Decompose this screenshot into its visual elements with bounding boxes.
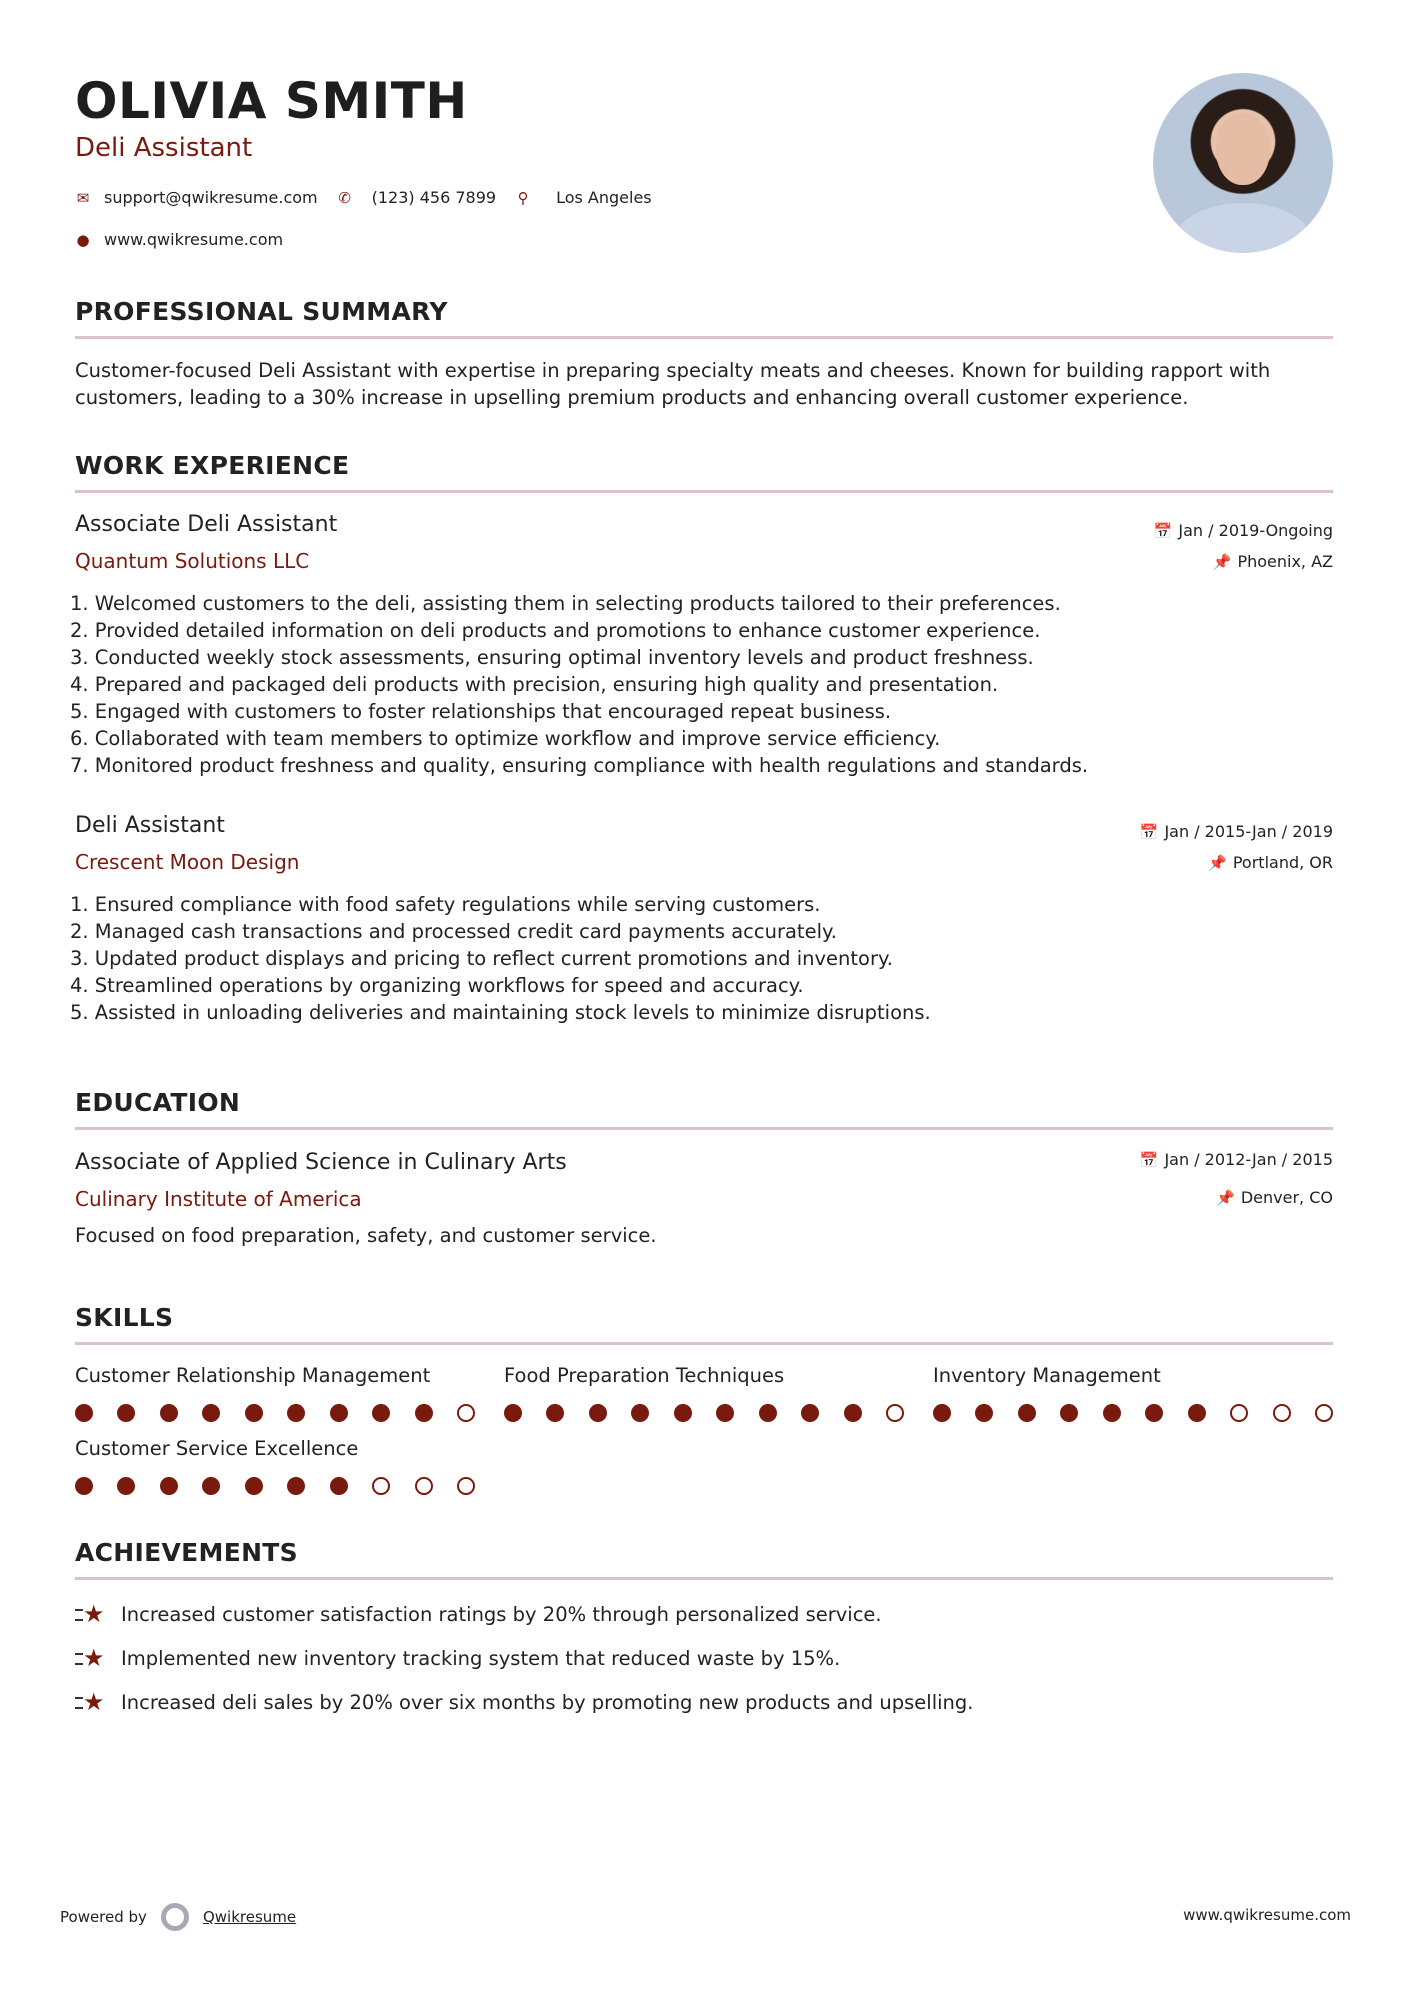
bullet: 7. Monitored product freshness and quality, ensuring compliance with health regulations and standards. xyxy=(70,754,1089,777)
job-2-bullets xyxy=(70,891,931,1026)
location: Los Angeles xyxy=(556,188,652,207)
skill-name: Customer Service Excellence xyxy=(75,1437,359,1460)
rating-dot-filled xyxy=(202,1477,220,1495)
envelope-icon: ✉ xyxy=(76,188,90,207)
rating-dot-filled xyxy=(160,1477,178,1495)
summary-heading: PROFESSIONAL SUMMARY xyxy=(75,297,448,326)
qwikresume-logo-icon xyxy=(161,1903,189,1931)
rating-dot-filled xyxy=(844,1404,862,1422)
rating-dot-filled xyxy=(287,1404,305,1422)
bullet: 1. Ensured compliance with food safety regulations while serving customers. xyxy=(70,893,821,916)
bullet: 5. Assisted in unloading deliveries and maintaining stock levels to minimize disruptions. xyxy=(70,1001,931,1024)
job-title: Deli Assistant xyxy=(75,133,253,163)
rating-dot-empty xyxy=(1315,1404,1333,1422)
achievement-text: Increased customer satisfaction ratings by 20% through personalized service. xyxy=(121,1602,882,1626)
divider xyxy=(75,1342,1333,1345)
rating-dot-empty xyxy=(1230,1404,1248,1422)
skill-rating xyxy=(504,1404,904,1422)
rating-dot-filled xyxy=(546,1404,564,1422)
school: Culinary Institute of America xyxy=(75,1187,362,1211)
rating-dot-filled xyxy=(1060,1404,1078,1422)
bullet: 1. Welcomed customers to the deli, assisting them in selecting products tailored to their preferences. xyxy=(70,592,1061,615)
summary-text: Customer-focused Deli Assistant with expertise in preparing specialty meats and cheeses. Known for building rapport with customers, leading to a 30% increase in upselling premium products and enhancing overall customer experience. xyxy=(75,359,1271,409)
calendar-icon: 📅 xyxy=(1153,522,1173,540)
contact-row xyxy=(72,188,652,207)
rating-dot-empty xyxy=(886,1404,904,1422)
qwikresume-link[interactable]: Qwikresume xyxy=(202,1908,297,1926)
achievements-heading: ACHIEVEMENTS xyxy=(75,1538,298,1567)
rating-dot-filled xyxy=(160,1404,178,1422)
globe-icon: ● xyxy=(76,230,90,249)
degree: Associate of Applied Science in Culinary Arts xyxy=(75,1150,567,1175)
education-location-row xyxy=(1216,1188,1333,1207)
bullet: 3. Conducted weekly stock assessments, ensuring optimal inventory levels and product freshness. xyxy=(70,646,1034,669)
skill-item xyxy=(75,1437,475,1495)
education-location: Denver, CO xyxy=(1240,1188,1333,1207)
calendar-icon: 📅 xyxy=(1139,1151,1159,1169)
rating-dot-filled xyxy=(372,1404,390,1422)
achievement-item xyxy=(75,1688,973,1716)
rating-dot-empty xyxy=(457,1477,475,1495)
rating-dot-filled xyxy=(245,1404,263,1422)
bullet: 4. Prepared and packaged deli products with precision, ensuring high quality and presentation. xyxy=(70,673,999,696)
job-1-location: Phoenix, AZ xyxy=(1237,552,1333,571)
skill-item xyxy=(75,1364,475,1422)
rating-dot-empty xyxy=(415,1477,433,1495)
job-1-company: Quantum Solutions LLC xyxy=(75,549,310,573)
divider xyxy=(75,1577,1333,1580)
rating-dot-empty xyxy=(1273,1404,1291,1422)
rating-dot-filled xyxy=(759,1404,777,1422)
rating-dot-filled xyxy=(202,1404,220,1422)
divider xyxy=(75,336,1333,339)
rating-dot-filled xyxy=(589,1404,607,1422)
rating-dot-filled xyxy=(1103,1404,1121,1422)
rating-dot-filled xyxy=(975,1404,993,1422)
skill-name: Customer Relationship Management xyxy=(75,1364,431,1387)
skill-item xyxy=(933,1364,1333,1422)
skill-name: Inventory Management xyxy=(933,1364,1161,1387)
rating-dot-filled xyxy=(117,1404,135,1422)
phone: (123) 456 7899 xyxy=(371,188,497,207)
achievement-item xyxy=(75,1600,882,1628)
experience-heading: WORK EXPERIENCE xyxy=(75,451,350,480)
star-icon: ★ xyxy=(75,1600,109,1628)
bullet: 5. Engaged with customers to foster relationships that encouraged repeat business. xyxy=(70,700,892,723)
website[interactable]: www.qwikresume.com xyxy=(104,230,284,249)
rating-dot-filled xyxy=(415,1404,433,1422)
rating-dot-filled xyxy=(801,1404,819,1422)
rating-dot-filled xyxy=(1188,1404,1206,1422)
job-2-location-row xyxy=(1208,853,1333,872)
education-heading: EDUCATION xyxy=(75,1088,241,1117)
bullet: 4. Streamlined operations by organizing workflows for speed and accuracy. xyxy=(70,974,804,997)
rating-dot-filled xyxy=(716,1404,734,1422)
website-row xyxy=(72,230,283,249)
email[interactable]: support@qwikresume.com xyxy=(104,188,318,207)
rating-dot-filled xyxy=(117,1477,135,1495)
rating-dot-filled xyxy=(287,1477,305,1495)
skill-item xyxy=(504,1364,904,1422)
pushpin-icon: 📌 xyxy=(1212,553,1232,571)
rating-dot-empty xyxy=(372,1477,390,1495)
calendar-icon: 📅 xyxy=(1139,823,1159,841)
job-2-location: Portland, OR xyxy=(1232,853,1333,872)
star-icon: ★ xyxy=(75,1688,109,1716)
rating-dot-filled xyxy=(75,1404,93,1422)
job-2-dates: Jan / 2015-Jan / 2019 xyxy=(1164,822,1333,841)
rating-dot-filled xyxy=(504,1404,522,1422)
rating-dot-filled xyxy=(330,1404,348,1422)
job-1-dates-row xyxy=(1154,521,1333,540)
skill-rating xyxy=(933,1404,1333,1422)
achievement-text: Increased deli sales by 20% over six months by promoting new products and upselling. xyxy=(121,1690,974,1714)
job-1-location-row xyxy=(1213,552,1333,571)
footer-website[interactable]: www.qwikresume.com xyxy=(1183,1906,1351,1924)
job-2-dates-row xyxy=(1140,822,1333,841)
star-icon: ★ xyxy=(75,1644,109,1672)
skill-rating xyxy=(75,1404,475,1422)
bullet: 3. Updated product displays and pricing to reflect current promotions and inventory. xyxy=(70,947,893,970)
job-1-dates: Jan / 2019-Ongoing xyxy=(1178,521,1333,540)
rating-dot-filled xyxy=(245,1477,263,1495)
rating-dot-filled xyxy=(1145,1404,1163,1422)
skill-name: Food Preparation Techniques xyxy=(504,1364,785,1387)
job-2-company: Crescent Moon Design xyxy=(75,850,300,874)
rating-dot-filled xyxy=(75,1477,93,1495)
phone-icon: ✆ xyxy=(338,188,351,207)
divider xyxy=(75,490,1333,493)
skills-heading: SKILLS xyxy=(75,1303,174,1332)
bullet: 6. Collaborated with team members to optimize workflow and improve service efficiency. xyxy=(70,727,941,750)
rating-dot-filled xyxy=(674,1404,692,1422)
rating-dot-filled xyxy=(1018,1404,1036,1422)
rating-dot-filled xyxy=(330,1477,348,1495)
bullet: 2. Managed cash transactions and processed credit card payments accurately. xyxy=(70,920,837,943)
divider xyxy=(75,1127,1333,1130)
achievement-item xyxy=(75,1644,840,1672)
powered-by-label: Powered by xyxy=(60,1908,147,1926)
achievement-text: Implemented new inventory tracking system that reduced waste by 15%. xyxy=(121,1646,841,1670)
job-1-title: Associate Deli Assistant xyxy=(75,512,338,537)
pushpin-icon: 📌 xyxy=(1216,1189,1235,1207)
rating-dot-filled xyxy=(933,1404,951,1422)
job-2-title: Deli Assistant xyxy=(75,813,225,838)
pushpin-icon: 📌 xyxy=(1208,854,1227,872)
education-dates: Jan / 2012-Jan / 2015 xyxy=(1164,1150,1333,1169)
footer-powered-by xyxy=(60,1903,296,1931)
profile-photo xyxy=(1153,73,1333,253)
map-pin-icon: ⚲ xyxy=(517,188,529,207)
rating-dot-filled xyxy=(631,1404,649,1422)
education-dates-row xyxy=(1140,1150,1333,1169)
skill-rating xyxy=(75,1477,475,1495)
job-1-bullets xyxy=(70,590,1088,779)
education-description: Focused on food preparation, safety, and customer service. xyxy=(75,1224,657,1247)
bullet: 2. Provided detailed information on deli products and promotions to enhance customer experience. xyxy=(70,619,1041,642)
rating-dot-empty xyxy=(457,1404,475,1422)
candidate-name: OLIVIA SMITH xyxy=(75,72,468,130)
